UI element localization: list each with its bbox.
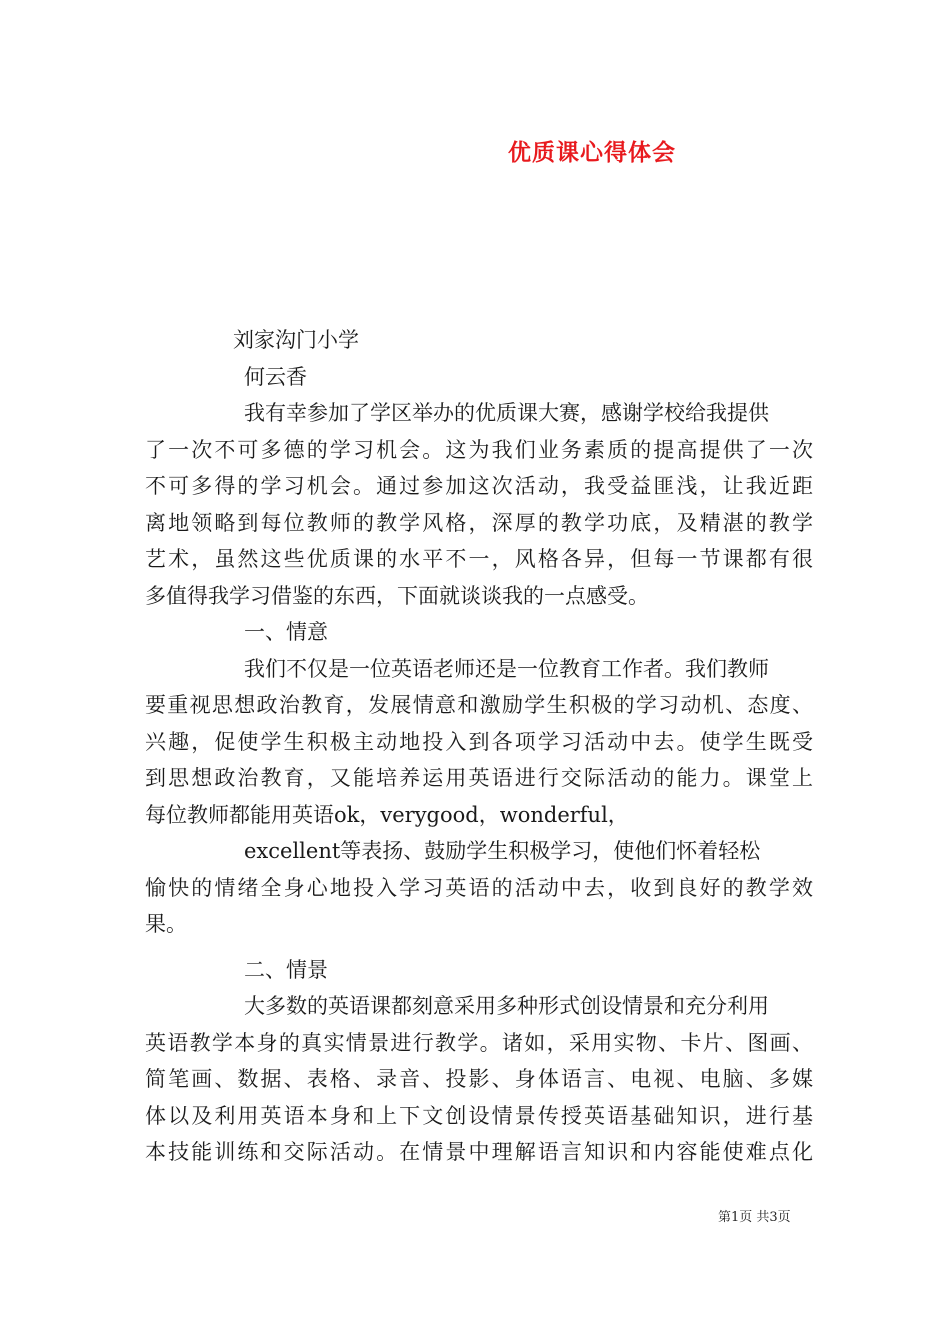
- paragraph-line: 简笔画、数据、表格、录音、投影、身体语言、电视、电脑、多媒: [145, 1067, 813, 1091]
- document-body: [145, 322, 813, 1171]
- paragraph-line: 多值得我学习借鉴的东西，下面就谈谈我的一点感受。: [145, 583, 649, 608]
- paragraph-line: 艺术，虽然这些优质课的水平不一，风格各异，但每一节课都有很: [145, 547, 813, 571]
- section-heading-2: 二、情景: [244, 957, 328, 982]
- paragraph-line: 大多数的英语课都刻意采用多种形式创设情景和充分利用: [244, 994, 769, 1018]
- paragraph-line: 英语教学本身的真实情景进行教学。诸如，采用实物、卡片、图画、: [145, 1030, 813, 1055]
- page-number-footer: 第1页 共3页: [718, 1210, 791, 1225]
- document-title: 优质课心得体会: [508, 139, 676, 166]
- paragraph-line: 体以及利用英语本身和上下文创设情景传授英语基础知识，进行基: [145, 1103, 813, 1128]
- paragraph-line: 每位教师都能用英语ok，verygood，wonderful，: [145, 802, 629, 827]
- paragraph-line: 我们不仅是一位英语老师还是一位教育工作者。我们教师: [244, 656, 769, 681]
- paragraph-line: 了一次不可多德的学习机会。这为我们业务素质的提高提供了一次: [145, 437, 813, 462]
- author-name: 何云香: [244, 364, 307, 389]
- paragraph-line: 我有幸参加了学区举办的优质课大赛，感谢学校给我提供: [244, 401, 769, 425]
- paragraph-line: 果。: [145, 912, 187, 936]
- school-name: 刘家沟门小学: [233, 328, 359, 352]
- section-heading-1: 一、情意: [244, 620, 328, 644]
- paragraph-line: 愉快的情绪全身心地投入学习英语的活动中去，收到良好的教学效: [145, 875, 813, 900]
- paragraph-line: 兴趣，促使学生积极主动地投入到各项学习活动中去。使学生既受: [145, 729, 813, 754]
- paragraph-line: 不可多得的学习机会。通过参加这次活动，我受益匪浅，让我近距: [145, 474, 813, 498]
- paragraph-line: 要重视思想政治教育，发展情意和激励学生积极的学习动机、态度、: [145, 693, 813, 717]
- paragraph-line: 本技能训练和交际活动。在情景中理解语言知识和内容能使难点化: [145, 1140, 813, 1164]
- paragraph-line: 到思想政治教育，又能培养运用英语进行交际活动的能力。课堂上: [145, 766, 813, 790]
- paragraph-line: 离地领略到每位教师的教学风格，深厚的教学功底，及精湛的教学: [145, 510, 813, 535]
- paragraph-line: excellent等表扬、鼓励学生积极学习，使他们怀着轻松: [244, 839, 761, 863]
